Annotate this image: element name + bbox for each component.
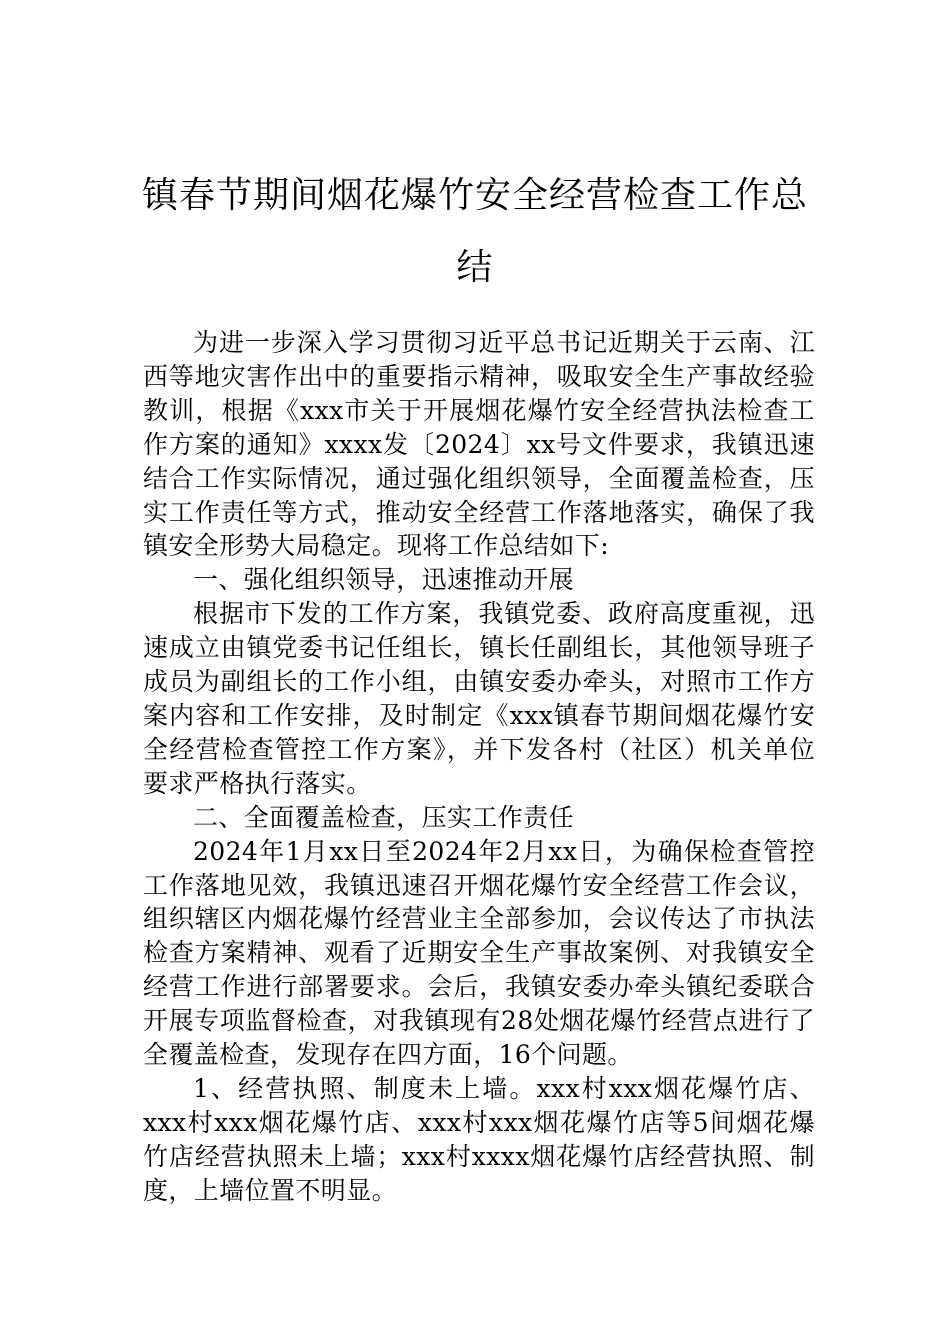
document-title: 镇春节期间烟花爆竹安全经营检查工作总结 — [141, 175, 808, 288]
document-body — [143, 326, 815, 1208]
intro-paragraph: 为进一步深入学习贯彻习近平总书记近期关于云南、江西等地灾害作出中的重要指示精神，吸取安全生产事故经验教训，根据《xxx市关于开展烟花爆竹安全经营执法检查工作方案的通知》xxxx发〔2024〕xx号文件要求，我镇迅速结合工作实际情况，通过强化组织领导，全面覆盖检查，压实工作责任等方式，推动安全经营工作落地落实，确保了我镇安全形势大局稳定。现将工作总结如下: — [143, 328, 815, 561]
section-2-paragraph: 2024年1月xx日至2024年2月xx日，为确保检查管控工作落地见效，我镇迅速召开烟花爆竹安全经营工作会议，组织辖区内烟花爆竹经营业主全部参加，会议传达了市执法检查方案精神、观看了近期安全生产事故案例、对我镇安全经营工作进行部署要求。会后，我镇安委办牵头镇纪委联合开展专项监督检查，对我镇现有28处烟花爆竹经营点进行了全覆盖检查，发现存在四方面，16个问题。 — [143, 836, 815, 1070]
section-heading-1: 一、强化组织领导，迅速推动开展 — [193, 565, 575, 595]
section-heading-2: 二、全面覆盖检查，压实工作责任 — [193, 802, 575, 832]
section-1-paragraph: 根据市下发的工作方案，我镇党委、政府高度重视，迅速成立由镇党委书记任组长，镇长任副组长，其他领导班子成员为副组长的工作小组，由镇安委办牵头，对照市工作方案内容和工作安排，及时制定《xxx镇春节期间烟花爆竹安全经营检查管控工作方案》，并下发各村（社区）机关单位要求严格执行落实。 — [143, 599, 815, 798]
issue-item-1-paragraph: 1、经营执照、制度未上墙。xxx村xxx烟花爆竹店、xxx村xxx烟花爆竹店、xxx村xxx烟花爆竹店等5间烟花爆竹店经营执照未上墙；xxx村xxxx烟花爆竹店经营执照、制度，上墙位置不明显。 — [143, 1073, 815, 1205]
